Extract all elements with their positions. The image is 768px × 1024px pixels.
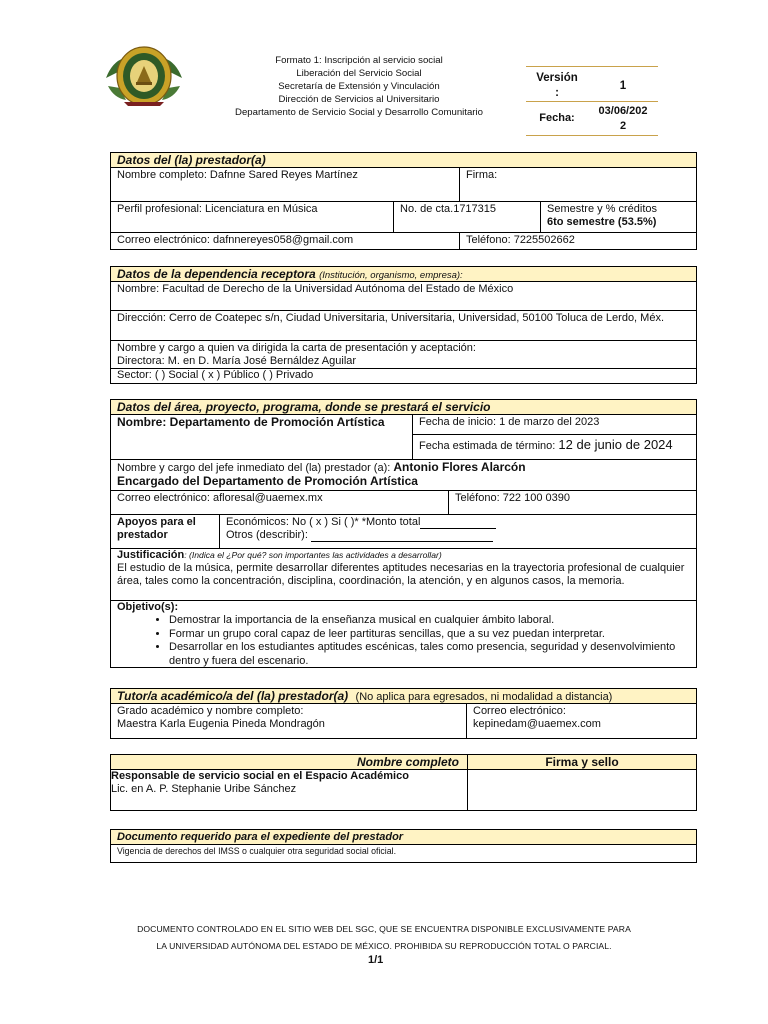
jefe-inmediato <box>111 460 696 490</box>
carta-destinatario <box>111 341 696 368</box>
list-item: • Formar un grupo coral capaz de leer partituras sencillas, que a su vez puedan interpretar. <box>169 628 690 642</box>
area-telefono: Teléfono: 722 100 0390 <box>448 491 696 514</box>
objetivos-list <box>117 614 690 668</box>
cargo-value: Directora: M. en D. María José Bernáldez Aguilar <box>117 355 357 367</box>
jefe-name: Antonio Flores Alarcón <box>393 460 526 474</box>
responsable-name: Lic. en A. P. Stephanie Uribe Sánchez <box>111 783 297 795</box>
footer-line: LA UNIVERSIDAD AUTÓNOMA DEL ESTADO DE MÉXICO. PROHIBIDA SU REPRODUCCIÓN TOTAL O PARCIAL. <box>156 941 612 951</box>
date-label: Fecha: <box>539 112 575 124</box>
otros-text: Otros (describir): <box>226 529 308 541</box>
tutor-correo <box>466 704 696 738</box>
date-value: 03/06/2022 <box>598 105 648 132</box>
grado-label: Grado académico y nombre completo: <box>117 705 304 717</box>
cargo-label: Nombre y cargo a quien va dirigida la carta de presentación y aceptación: <box>117 342 476 354</box>
section-title-text: Datos de la dependencia receptora <box>117 267 316 281</box>
economicos-text: Económicos: No ( x ) Si ( )* *Monto total <box>226 516 421 528</box>
prestador-section <box>110 152 697 250</box>
cuenta-field: No. de cta.1717315 <box>393 202 540 232</box>
objetivo-label: Objetivo(s): <box>117 601 179 613</box>
header-line: Formato 1: Inscripción al servicio social <box>275 55 443 66</box>
justificacion-note: : (Indica el ¿Por qué? son importantes las actividades a desarrollar) <box>184 550 442 560</box>
list-item: • Desarrollar en los estudiantes aptitudes escénicas, tales como presencia, seguridad y desenvolvimiento dentro y fuera del escenario. <box>169 641 690 668</box>
area-nombre: Nombre: Departamento de Promoción Artística <box>117 415 385 429</box>
header-line: Departamento de Servicio Social y Desarrollo Comunitario <box>235 107 483 118</box>
section-title: Datos del (la) prestador(a) <box>111 153 696 168</box>
jefe-cargo: Encargado del Departamento de Promoción Artística <box>117 474 418 488</box>
tutor-grado <box>111 704 466 738</box>
otros-blank <box>311 530 493 542</box>
fecha-termino-label: Fecha estimada de término: <box>419 440 556 452</box>
section-title-note: (Institución, organismo, empresa): <box>319 270 463 281</box>
list-item: • Demostrar la importancia de la enseñanza musical en cualquier ámbito laboral. <box>169 614 690 628</box>
justificacion-label: Justificación <box>117 549 185 561</box>
objetivos-block <box>111 601 696 667</box>
semestre-label: Semestre y % créditos <box>547 203 658 215</box>
firma-sello-header: Firma y sello <box>467 755 696 769</box>
version-box <box>526 66 658 136</box>
justificacion-text: El estudio de la música, permite desarrollar diferentes aptitudes necesarias en la trayectoria profesional de cualquier área, tales como la concentración, disciplina, coordinación, la atención, y en algunos casos, la memoria. <box>117 562 685 587</box>
tutor-correo-value: kepinedam@uaemex.com <box>473 718 601 730</box>
nombre-completo-header: Nombre completo <box>356 755 459 769</box>
header-line: Dirección de Servicios al Universitario <box>278 94 440 105</box>
version-value: 1 <box>619 80 627 92</box>
dependencia-nombre: Nombre: Facultad de Derecho de la Universidad Autónoma del Estado de México <box>117 283 514 295</box>
apoyos-label: Apoyos para el prestador <box>117 516 196 541</box>
fecha-termino-value: 12 de junio de 2024 <box>558 437 673 452</box>
document-header <box>200 54 518 119</box>
section-title-text: Tutor/a académico/a del (la) prestador(a) <box>117 689 349 703</box>
university-seal-logo <box>104 42 184 108</box>
section-title: Datos del área, proyecto, programa, donde se prestará el servicio <box>111 400 696 415</box>
semestre-value: 6to semestre (53.5%) <box>547 216 657 228</box>
header-line: Liberación del Servicio Social <box>296 68 422 79</box>
area-section <box>110 399 697 668</box>
documento-text: Vigencia de derechos del IMSS o cualquier otra seguridad social oficial. <box>117 846 397 856</box>
footer-line: DOCUMENTO CONTROLADO EN EL SITIO WEB DEL SGC, QUE SE ENCUENTRA DISPONIBLE EXCLUSIVAMENTE PARA <box>137 924 631 934</box>
firma-sello-cell <box>467 770 696 810</box>
correo-field: Correo electrónico: dafnnereyes058@gmail.com <box>117 234 354 246</box>
tutor-section <box>110 688 697 739</box>
responsable-section <box>110 754 697 811</box>
apoyos-detail <box>219 515 696 548</box>
section-title <box>111 267 696 282</box>
sector-field: Sector: ( ) Social ( x ) Público ( ) Privado <box>117 369 314 381</box>
header-line: Secretaría de Extensión y Vinculación <box>278 81 440 92</box>
justificacion-block <box>111 549 696 600</box>
page-number: 1/1 <box>368 954 384 966</box>
dependencia-section <box>110 266 697 384</box>
fecha-inicio: Fecha de inicio: 1 de marzo del 2023 <box>413 416 696 435</box>
section-title <box>111 689 696 704</box>
version-label: Versión : <box>536 72 578 99</box>
area-correo: Correo electrónico: afloresal@uaemex.mx <box>117 492 323 504</box>
fechas-block <box>412 415 696 459</box>
grado-value: Maestra Karla Eugenia Pineda Mondragón <box>117 718 325 730</box>
firma-field: Firma: <box>459 168 696 201</box>
footer <box>110 921 658 955</box>
responsable-role: Responsable de servicio social en el Espacio Académico <box>111 770 409 782</box>
nombre-completo-field: Nombre completo: Dafnne Sared Reyes Martínez <box>117 169 358 181</box>
telefono-field: Teléfono: 7225502662 <box>459 233 696 249</box>
tutor-correo-label: Correo electrónico: <box>473 705 566 717</box>
section-title: Documento requerido para el expediente del prestador <box>111 830 696 845</box>
monto-blank <box>420 517 496 529</box>
dependencia-direccion: Dirección: Cerro de Coatepec s/n, Ciudad Universitaria, Universitaria, Universidad, 50100 Toluca de Lerdo, Méx. <box>117 312 665 324</box>
jefe-label: Nombre y cargo del jefe inmediato del (la) prestador (a): <box>117 462 391 474</box>
semestre-field <box>540 202 696 232</box>
documento-section <box>110 829 697 863</box>
responsable-info <box>111 770 467 810</box>
section-title-note: (No aplica para egresados, ni modalidad a distancia) <box>355 691 613 703</box>
perfil-field: Perfil profesional: Licenciatura en Música <box>117 203 318 215</box>
